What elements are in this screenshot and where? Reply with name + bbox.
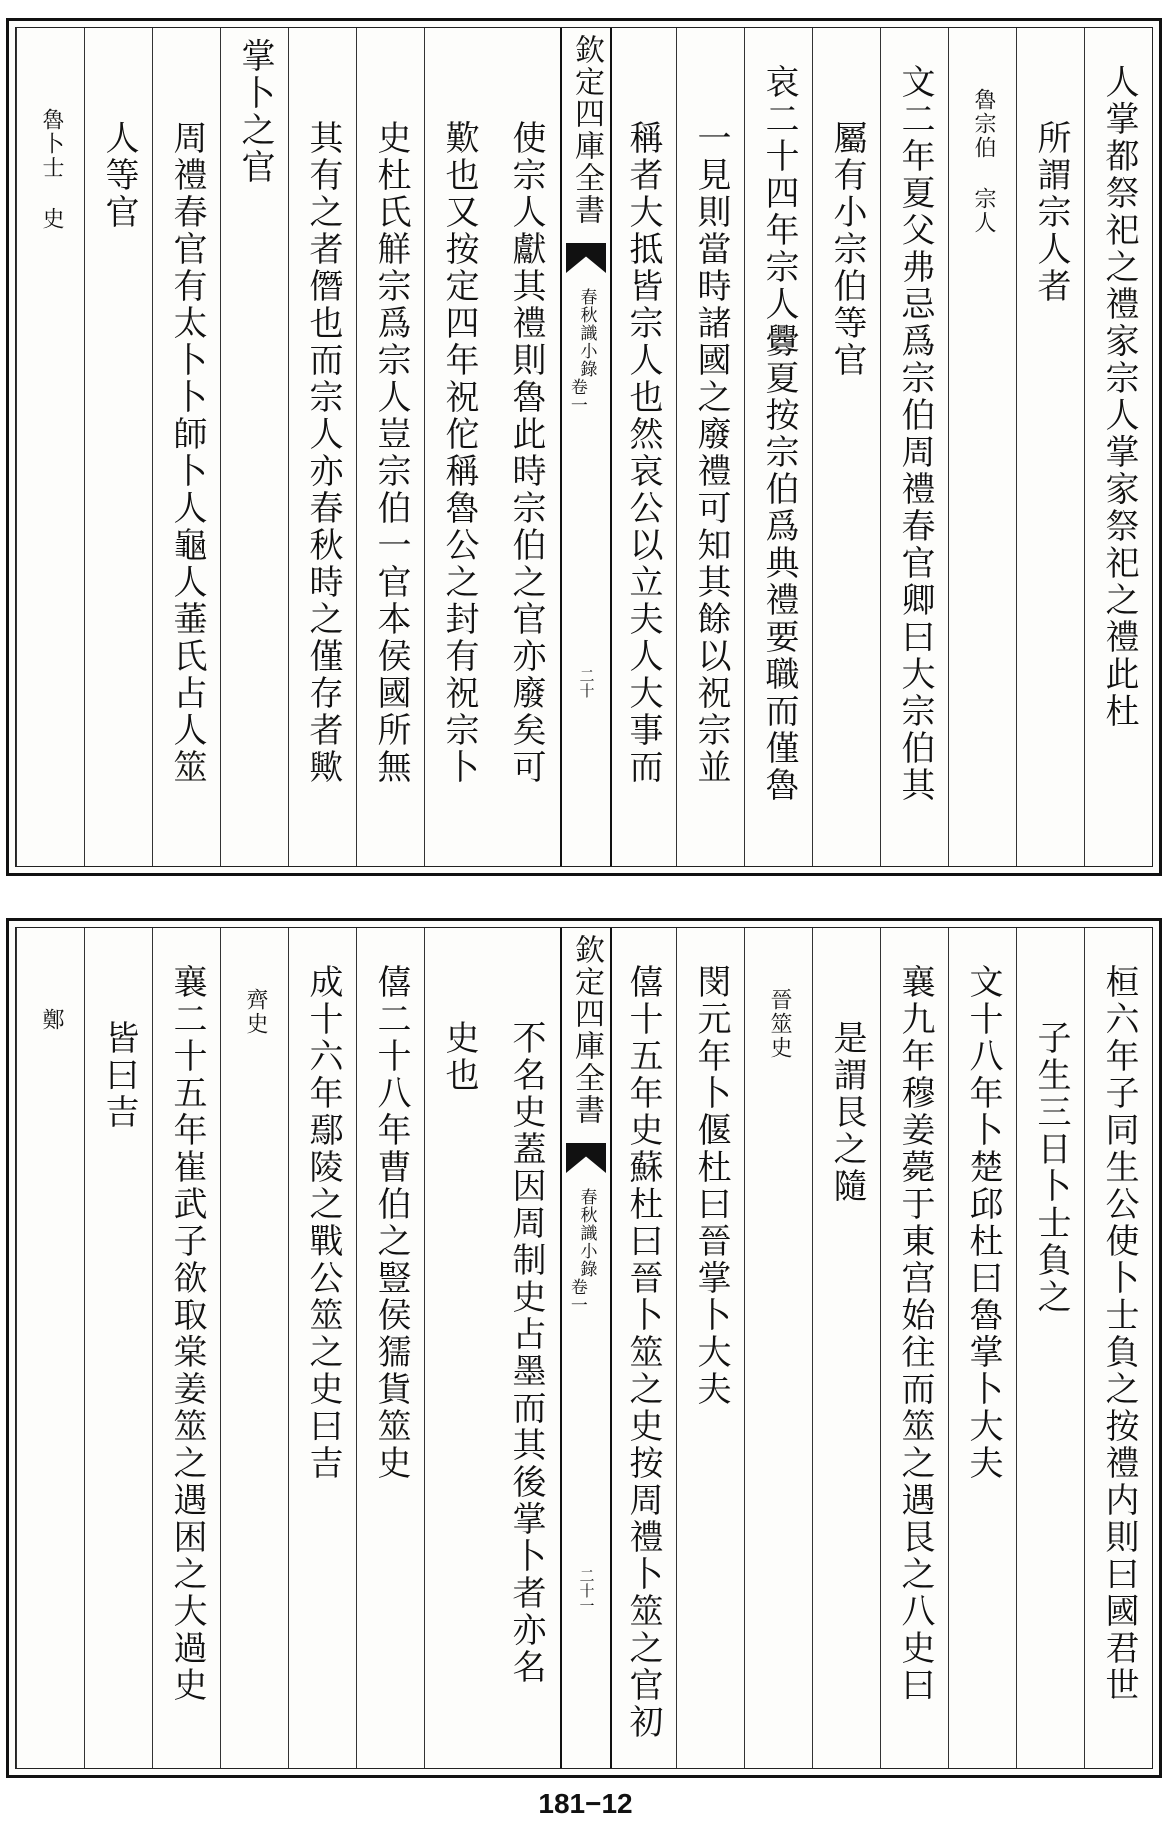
text-column (220, 28, 289, 866)
text-column (288, 28, 357, 866)
text-column (880, 28, 949, 866)
text-column (84, 28, 153, 866)
page-number: 181−12 (538, 1788, 633, 1819)
center-spine (560, 928, 612, 1768)
column-text: 襄九年穆姜薨于東宫始往而筮之遇艮之八史曰 (895, 964, 935, 1704)
text-column (424, 928, 493, 1768)
text-column (744, 928, 813, 1768)
column-text: 皆曰吉 (99, 1020, 139, 1131)
text-column (356, 928, 425, 1768)
column-text: 僖二十八年曹伯之豎侯獳貨筮史 (371, 964, 411, 1482)
text-column (608, 928, 677, 1768)
text-column (1016, 928, 1085, 1768)
column-heading: 鄭 (39, 1008, 64, 1032)
fish-tail-mark (566, 243, 606, 273)
text-column (744, 28, 813, 866)
folio-number: 二十 (577, 668, 596, 698)
column-heading: 齊史 (243, 988, 268, 1036)
text-frame (15, 927, 1153, 1769)
text-column (812, 28, 881, 866)
column-text: 襄二十五年崔武子欲取棠姜筮之遇困之大過史 (167, 964, 207, 1704)
text-column (1016, 28, 1085, 866)
fish-tail-mark (566, 1143, 606, 1173)
column-text: 成十六年鄢陵之戰公筮之史曰吉 (303, 964, 343, 1482)
volume-label: 卷一 (566, 1278, 587, 1314)
column-text: 其有之者僭也而宗人亦春秋時之僅存者歟 (303, 120, 343, 786)
center-spine (560, 28, 612, 866)
sub-title: 春秋識小錄 (576, 288, 597, 378)
text-column (288, 928, 357, 1768)
column-text: 人等官 (99, 120, 139, 231)
column-text: 文二年夏父弗忌爲宗伯周禮春官卿曰大宗伯其 (895, 64, 935, 804)
column-text: 是謂艮之隨 (827, 1020, 867, 1205)
column-text: 一見則當時諸國之廢禮可知其餘以祝宗並 (691, 120, 731, 786)
text-column (424, 28, 493, 866)
page-panel-bottom (6, 918, 1162, 1778)
volume-label: 卷一 (566, 378, 587, 414)
text-column (492, 28, 560, 866)
text-column (676, 928, 745, 1768)
column-text: 人掌都祭祀之禮家宗人掌家祭祀之禮此杜 (1099, 64, 1139, 730)
column-text: 屬有小宗伯等官 (827, 120, 867, 379)
column-text: 使宗人獻其禮則魯此時宗伯之官亦廢矣可 (506, 120, 546, 786)
column-text: 稱者大抵皆宗人也然哀公以立夫人大事而 (623, 120, 663, 786)
text-column (152, 28, 221, 866)
column-text: 所謂宗人者 (1031, 120, 1071, 305)
column-text: 不名史蓋因周制史占墨而其後掌卜者亦名 (506, 1020, 546, 1686)
text-column (84, 928, 153, 1768)
text-column (812, 928, 881, 1768)
column-text: 閔元年卜偃杜曰晉掌卜大夫 (691, 964, 731, 1408)
column-text: 史杜氏觧宗爲宗人豈宗伯一官本侯國所無 (371, 120, 411, 786)
column-heading: 晉筮史 (767, 988, 792, 1060)
column-text: 桓六年子同生公使卜士負之按禮内則曰國君世 (1099, 964, 1139, 1704)
text-column (1084, 928, 1153, 1768)
text-column (608, 28, 677, 866)
sub-title: 春秋識小錄 (576, 1188, 597, 1278)
text-column (220, 928, 289, 1768)
column-heading: 魯卜士 史 (39, 108, 64, 231)
text-column (152, 928, 221, 1768)
text-column (948, 28, 1017, 866)
text-column (492, 928, 560, 1768)
column-text: 僖十五年史蘇杜曰晉卜筮之史按周禮卜筮之官初 (623, 964, 663, 1741)
text-column (880, 928, 949, 1768)
section-title: 掌卜之官 (235, 38, 275, 186)
column-text: 史也 (439, 1020, 479, 1094)
column-text: 歎也又按定四年祝佗稱魯公之封有祝宗卜 (439, 120, 479, 786)
text-column (16, 928, 85, 1768)
text-column (356, 28, 425, 866)
column-text: 周禮春官有太卜卜師卜人龜人菙氏占人筮 (167, 120, 207, 786)
column-text: 子生三日卜士負之 (1031, 1020, 1071, 1316)
column-text: 哀二十四年宗人釁夏按宗伯爲典禮要職而僅魯 (759, 64, 799, 804)
page-panel-top (6, 18, 1162, 876)
text-frame (15, 27, 1153, 867)
book-title: 欽定四庫全書 (569, 934, 604, 1126)
book-title: 欽定四庫全書 (569, 34, 604, 226)
text-column (948, 928, 1017, 1768)
text-column (16, 28, 85, 866)
text-column (1084, 28, 1153, 866)
text-column (676, 28, 745, 866)
column-text: 文十八年卜楚邱杜曰魯掌卜大夫 (963, 964, 1003, 1482)
folio-number: 二十一 (577, 1568, 596, 1613)
column-heading: 魯宗伯 宗人 (971, 88, 996, 235)
